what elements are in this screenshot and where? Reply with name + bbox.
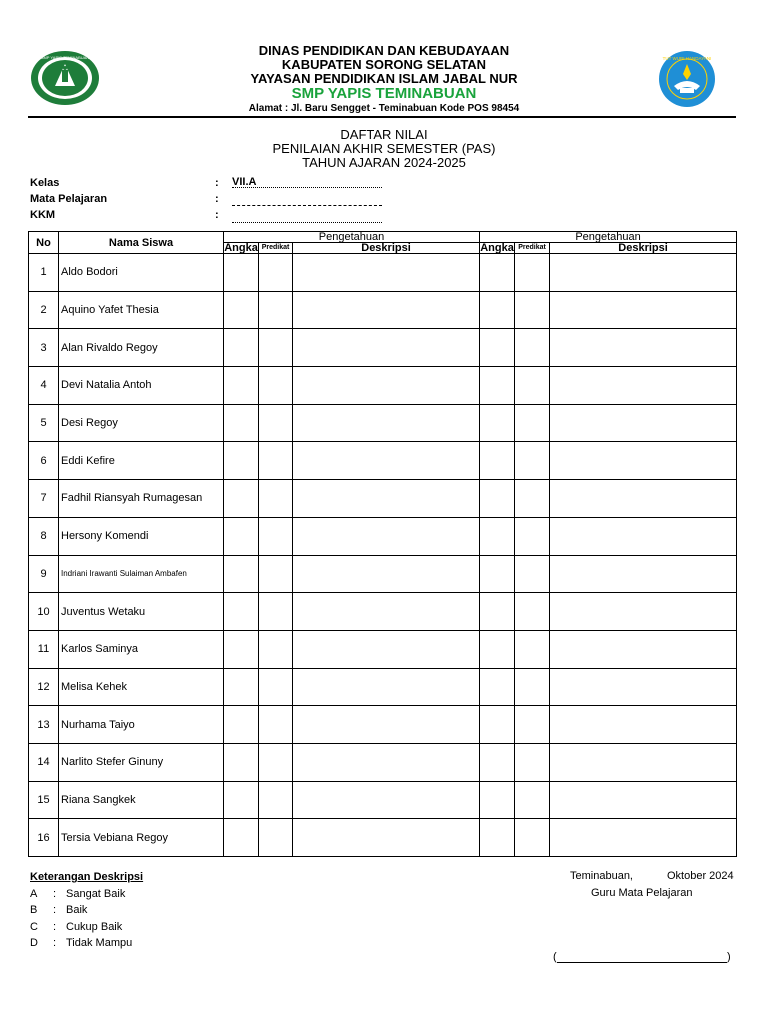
predikat-cell-1[interactable]: [259, 743, 293, 781]
angka-cell-1[interactable]: [224, 367, 259, 405]
row-no: 5: [29, 404, 59, 442]
student-name: Devi Natalia Antoh: [59, 367, 224, 405]
grades-table: [28, 231, 737, 857]
row-no: 8: [29, 517, 59, 555]
deskripsi-cell-2[interactable]: [550, 706, 737, 744]
angka-cell-2[interactable]: [480, 781, 515, 819]
legend-text: Sangat Baik: [66, 888, 126, 900]
deskripsi-cell-1[interactable]: [293, 819, 480, 857]
legend-code: D: [30, 937, 38, 949]
predikat-cell-1[interactable]: [259, 517, 293, 555]
deskripsi-cell-2[interactable]: [550, 254, 737, 292]
row-no: 6: [29, 442, 59, 480]
deskripsi-cell-1[interactable]: [293, 743, 480, 781]
row-no: 9: [29, 555, 59, 593]
student-name: Alan Rivaldo Regoy: [59, 329, 224, 367]
angka-cell-2[interactable]: [480, 404, 515, 442]
col-group-pengetahuan-1: Pengetahuan: [224, 232, 480, 243]
col-header-deskripsi-2: Deskripsi: [550, 243, 737, 254]
signature-close-paren: ): [727, 951, 731, 963]
angka-cell-2[interactable]: [480, 630, 515, 668]
legend-text: Tidak Mampu: [66, 937, 133, 949]
angka-cell-1[interactable]: [224, 781, 259, 819]
deskripsi-cell-2[interactable]: [550, 819, 737, 857]
student-name: Melisa Kehek: [59, 668, 224, 706]
col-header-angka-1: Angka: [224, 242, 258, 254]
student-name: Karlos Saminya: [59, 630, 224, 668]
deskripsi-cell-1[interactable]: [293, 254, 480, 292]
legend-code: A: [30, 888, 38, 900]
row-no: 10: [29, 593, 59, 631]
angka-cell-1[interactable]: [224, 517, 259, 555]
angka-cell-2[interactable]: [480, 291, 515, 329]
predikat-cell-2[interactable]: [515, 781, 550, 819]
angka-cell-1[interactable]: [224, 593, 259, 631]
predikat-cell-1[interactable]: [259, 254, 293, 292]
legend-sep: :: [53, 904, 57, 916]
predikat-cell-1[interactable]: [259, 668, 293, 706]
deskripsi-cell-2[interactable]: [550, 555, 737, 593]
deskripsi-cell-2[interactable]: [550, 480, 737, 518]
table-row: [29, 630, 737, 668]
signature-place: Teminabuan,: [570, 870, 633, 882]
deskripsi-cell-2[interactable]: [550, 517, 737, 555]
mapel-colon: :: [215, 193, 219, 205]
student-name: Narlito Stefer Ginuny: [59, 743, 224, 781]
deskripsi-cell-1[interactable]: [293, 630, 480, 668]
angka-cell-1[interactable]: [224, 819, 259, 857]
row-no: 11: [29, 630, 59, 668]
table-row: [29, 367, 737, 405]
header-line-dinas: DINAS PENDIDIKAN DAN KEBUDAYAAN: [258, 43, 510, 58]
kkm-dotline: [232, 222, 382, 223]
kelas-colon: :: [215, 177, 219, 189]
table-row: [29, 404, 737, 442]
predikat-cell-2[interactable]: [515, 668, 550, 706]
angka-cell-2[interactable]: [480, 668, 515, 706]
predikat-cell-1[interactable]: [259, 367, 293, 405]
angka-cell-2[interactable]: [480, 254, 515, 292]
mapel-label: Mata Pelajaran: [30, 193, 108, 205]
deskripsi-cell-1[interactable]: [293, 404, 480, 442]
header-divider: [28, 116, 736, 118]
col-header-predikat-1: Predikat: [259, 243, 293, 254]
predikat-cell-1[interactable]: [259, 819, 293, 857]
predikat-cell-1[interactable]: [259, 329, 293, 367]
school-name: SMP YAPIS TEMINABUAN: [291, 85, 477, 102]
predikat-cell-2[interactable]: [515, 442, 550, 480]
col-header-deskripsi-1: Deskripsi: [293, 243, 480, 254]
angka-cell-1[interactable]: [224, 254, 259, 292]
row-no: 16: [29, 819, 59, 857]
signature-line: [557, 962, 727, 963]
predikat-cell-1[interactable]: [259, 555, 293, 593]
row-no: 7: [29, 480, 59, 518]
kelas-dotline: [232, 187, 382, 188]
table-row: [29, 743, 737, 781]
deskripsi-cell-1[interactable]: [293, 480, 480, 518]
table-row: [29, 291, 737, 329]
angka-cell-1[interactable]: [224, 630, 259, 668]
predikat-cell-1[interactable]: [259, 404, 293, 442]
deskripsi-cell-1[interactable]: [293, 517, 480, 555]
col-header-predikat-2: Predikat: [515, 243, 550, 254]
student-name: Fadhil Riansyah Rumagesan: [59, 480, 224, 518]
table-row: [29, 442, 737, 480]
student-name: Hersony Komendi: [59, 517, 224, 555]
predikat-cell-1[interactable]: [259, 630, 293, 668]
legend-code: C: [30, 921, 38, 933]
student-name: Juventus Wetaku: [59, 593, 224, 631]
row-no: 3: [29, 329, 59, 367]
predikat-cell-1[interactable]: [259, 291, 293, 329]
svg-text:SMP YAPIS TEMINABUAN: SMP YAPIS TEMINABUAN: [40, 55, 90, 60]
angka-cell-1[interactable]: [224, 480, 259, 518]
row-no: 13: [29, 706, 59, 744]
angka-cell-2[interactable]: [480, 555, 515, 593]
table-row: [29, 781, 737, 819]
svg-text:TUT WURI HANDAYANI: TUT WURI HANDAYANI: [662, 56, 712, 61]
row-no: 12: [29, 668, 59, 706]
school-address: Alamat : Jl. Baru Sengget - Teminabuan Kode POS 98454: [248, 103, 520, 114]
deskripsi-cell-2[interactable]: [550, 630, 737, 668]
student-name: Eddi Kefire: [59, 442, 224, 480]
predikat-cell-2[interactable]: [515, 329, 550, 367]
angka-cell-2[interactable]: [480, 593, 515, 631]
predikat-cell-2[interactable]: [515, 555, 550, 593]
angka-cell-2[interactable]: [480, 819, 515, 857]
kelas-value: VII.A: [232, 176, 257, 188]
predikat-cell-1[interactable]: [259, 480, 293, 518]
deskripsi-cell-2[interactable]: [550, 743, 737, 781]
mapel-dotline: [232, 205, 382, 206]
predikat-cell-1[interactable]: [259, 442, 293, 480]
angka-cell-2[interactable]: [480, 517, 515, 555]
kkm-colon: :: [215, 209, 219, 221]
angka-cell-1[interactable]: [224, 442, 259, 480]
doc-subtitle: PENILAIAN AKHIR SEMESTER (PAS): [272, 141, 496, 156]
deskripsi-cell-2[interactable]: [550, 367, 737, 405]
legend-sep: :: [53, 937, 57, 949]
predikat-cell-2[interactable]: [515, 593, 550, 631]
signature-open-paren: (: [553, 951, 557, 963]
kelas-label: Kelas: [30, 177, 60, 189]
col-header-name: Nama Siswa: [59, 232, 224, 254]
legend-text: Cukup Baik: [66, 921, 123, 933]
signature-role: Guru Mata Pelajaran: [591, 887, 693, 899]
angka-cell-2[interactable]: [480, 367, 515, 405]
deskripsi-cell-2[interactable]: [550, 668, 737, 706]
deskripsi-cell-2[interactable]: [550, 781, 737, 819]
angka-cell-1[interactable]: [224, 291, 259, 329]
angka-cell-1[interactable]: [224, 706, 259, 744]
angka-cell-1[interactable]: [224, 668, 259, 706]
table-row: [29, 706, 737, 744]
angka-cell-2[interactable]: [480, 329, 515, 367]
deskripsi-cell-1[interactable]: [293, 668, 480, 706]
row-no: 14: [29, 743, 59, 781]
deskripsi-cell-1[interactable]: [293, 442, 480, 480]
deskripsi-cell-1[interactable]: [293, 291, 480, 329]
predikat-cell-1[interactable]: [259, 781, 293, 819]
deskripsi-cell-1[interactable]: [293, 329, 480, 367]
row-no: 2: [29, 291, 59, 329]
doc-title: DAFTAR NILAI: [340, 127, 428, 142]
predikat-cell-1[interactable]: [259, 706, 293, 744]
deskripsi-cell-1[interactable]: [293, 367, 480, 405]
table-row: [29, 254, 737, 292]
legend-code: B: [30, 904, 38, 916]
col-header-angka-2: Angka: [480, 242, 514, 254]
angka-cell-2[interactable]: [480, 706, 515, 744]
row-no: 15: [29, 781, 59, 819]
predikat-cell-2[interactable]: [515, 291, 550, 329]
student-name: Nurhama Taiyo: [59, 706, 224, 744]
predikat-cell-2[interactable]: [515, 254, 550, 292]
predikat-cell-2[interactable]: [515, 367, 550, 405]
legend-title: Keterangan Deskripsi: [30, 871, 144, 883]
angka-cell-2[interactable]: [480, 480, 515, 518]
legend-sep: :: [53, 888, 57, 900]
angka-cell-1[interactable]: [224, 404, 259, 442]
deskripsi-cell-2[interactable]: [550, 329, 737, 367]
col-group-pengetahuan-2: Pengetahuan: [480, 232, 737, 243]
student-name: Desi Regoy: [59, 404, 224, 442]
predikat-cell-1[interactable]: [259, 593, 293, 631]
legend-sep: :: [53, 921, 57, 933]
angka-cell-1[interactable]: [224, 743, 259, 781]
student-name: Aquino Yafet Thesia: [59, 291, 224, 329]
legend-text: Baik: [66, 904, 88, 916]
predikat-cell-2[interactable]: [515, 630, 550, 668]
table-row: [29, 480, 737, 518]
doc-year: TAHUN AJARAN 2024-2025: [302, 155, 466, 170]
predikat-cell-2[interactable]: [515, 743, 550, 781]
deskripsi-cell-1[interactable]: [293, 593, 480, 631]
row-no: 1: [29, 254, 59, 292]
table-row: [29, 819, 737, 857]
deskripsi-cell-2[interactable]: [550, 291, 737, 329]
deskripsi-cell-1[interactable]: [293, 781, 480, 819]
header-line-yayasan: YAYASAN PENDIDIKAN ISLAM JABAL NUR: [250, 71, 518, 86]
predikat-cell-2[interactable]: [515, 706, 550, 744]
angka-cell-1[interactable]: [224, 555, 259, 593]
deskripsi-cell-1[interactable]: [293, 555, 480, 593]
table-row: [29, 668, 737, 706]
predikat-cell-2[interactable]: [515, 819, 550, 857]
student-name: Indriani Irawanti Sulaiman Ambafen: [59, 555, 224, 593]
predikat-cell-2[interactable]: [515, 517, 550, 555]
deskripsi-cell-2[interactable]: [550, 442, 737, 480]
deskripsi-cell-2[interactable]: [550, 593, 737, 631]
student-name: Aldo Bodori: [59, 254, 224, 292]
predikat-cell-2[interactable]: [515, 404, 550, 442]
deskripsi-cell-1[interactable]: [293, 706, 480, 744]
angka-cell-1[interactable]: [224, 329, 259, 367]
table-row: [29, 517, 737, 555]
signature-date: Oktober 2024: [667, 870, 734, 882]
angka-cell-2[interactable]: [480, 743, 515, 781]
student-name: Riana Sangkek: [59, 781, 224, 819]
angka-cell-2[interactable]: [480, 442, 515, 480]
student-name: Tersia Vebiana Regoy: [59, 819, 224, 857]
header-line-kabupaten: KABUPATEN SORONG SELATAN: [281, 57, 487, 72]
table-row: [29, 555, 737, 593]
predikat-cell-2[interactable]: [515, 480, 550, 518]
table-row: [29, 593, 737, 631]
col-header-no: No: [29, 232, 59, 254]
kkm-label: KKM: [30, 209, 56, 221]
table-row: [29, 329, 737, 367]
row-no: 4: [29, 367, 59, 405]
deskripsi-cell-2[interactable]: [550, 404, 737, 442]
